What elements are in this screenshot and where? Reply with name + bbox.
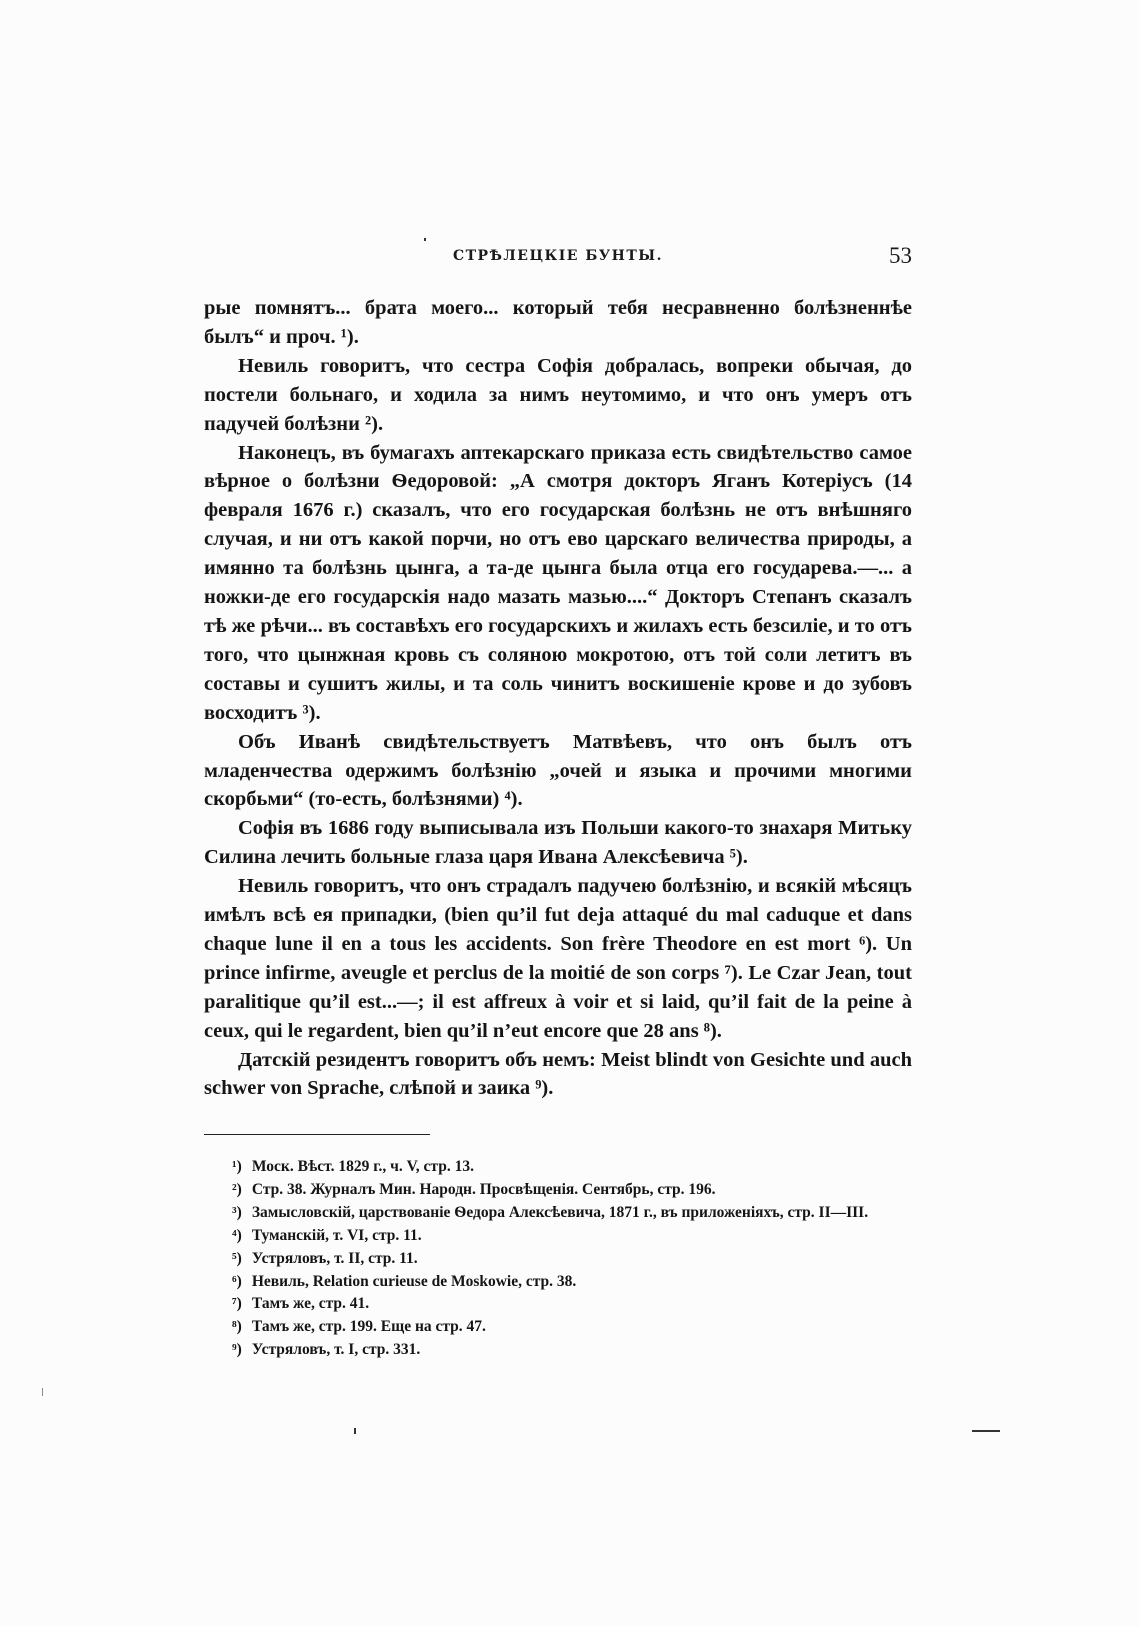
running-header — [204, 243, 912, 272]
footnote-number: ⁴) — [232, 1226, 242, 1244]
footnote-number: ²) — [232, 1180, 242, 1198]
scan-speck — [42, 1388, 43, 1396]
scan-speck — [972, 1430, 1000, 1432]
paragraph: Софія въ 1686 году выписывала изъ Польши какого-то знахаря Митьку Силина лечить больные глаза царя Ивана Алексѣевича ⁵). — [204, 817, 912, 869]
footnote — [232, 1339, 916, 1362]
footnote-number: ⁹) — [232, 1341, 242, 1359]
footnote-text: Устряловъ, т. II, стр. 11. — [251, 1249, 418, 1267]
footnote-number: ⁶) — [232, 1272, 242, 1290]
paragraph: Невиль говоритъ, что онъ страдалъ падучею болѣзнію, и всякій мѣсяцъ имѣлъ всѣ ея припадки, (bien qu’il fut deja attaqué du mal caduque et dans chaque lune il en a tous les accidents. Son frère Theodore en est mort ⁶). Un prince infirme, aveugle et perclus de la moitié de son corps ⁷). Le Czar Jean, tout paralitique qu’il est...—; il est affreux à voir et si laid, qu’il fait de la peine à ceux, qui le regardent, bien qu’il n’eut encore que 28 ans ⁸). — [204, 875, 912, 1042]
body-text — [204, 294, 912, 1103]
footnote — [232, 1202, 916, 1225]
footnote-text: Туманскій, т. VI, стр. 11. — [251, 1226, 422, 1244]
scan-speck — [424, 238, 426, 241]
footnote — [232, 1225, 916, 1248]
paragraph: Наконецъ, въ бумагахъ аптекарскаго приказа есть свидѣтельство самое вѣрное о болѣзни Ѳедоровой: „А смотря докторъ Яганъ Котеріусъ (14 февраля 1676 г.) сказалъ, что его государская болѣзнь не отъ внѣшняго случая, и ни отъ какой порчи, но отъ ево царскаго величества природы, а имянно та болѣзнь цынга, а та-де цынга была отца его государева.—... а ножки-де его государскія надо мазать мазью....“ Докторъ Степанъ сказалъ тѣ же рѣчи... въ составѣхъ его государскихъ и жилахъ есть безсиліе, и то отъ того, что цынжная кровь съ соляною мокротою, отъ той соли летитъ въ составы и сушитъ жилы, и та соль чинитъ воскишеніе крове и до зубовъ восходитъ ³). — [204, 441, 912, 724]
footnote-number: ⁵) — [232, 1249, 242, 1267]
footnote-number: ¹) — [232, 1158, 242, 1175]
paragraph: Датскій резидентъ говоритъ объ немъ: Meist blindt von Gesichte und auch schwer von Sprache, слѣпой и заика ⁹). — [204, 1048, 912, 1100]
footnote-text: Устряловъ, т. I, стр. 331. — [251, 1341, 421, 1359]
footnote — [232, 1179, 916, 1202]
footnote — [232, 1293, 916, 1316]
footnote — [232, 1156, 916, 1179]
paragraph: Объ Иванѣ свидѣтельствуетъ Матвѣевъ, что онъ былъ отъ младенчества одержимъ болѣзнію „очей и языка и прочими многими скорбьми“ (то-есть, болѣзнями) ⁴). — [204, 730, 912, 811]
footnote-text: Стр. 38. Журналъ Мин. Народн. Просвѣщенія. Сентябрь, стр. 196. — [251, 1180, 716, 1198]
paragraph: рые помнятъ... брата моего... который тебя несравненно болѣзненнѣе былъ“ и проч. ¹). — [204, 297, 912, 348]
footnotes — [232, 1156, 916, 1362]
footnote — [232, 1316, 916, 1339]
footnote — [232, 1248, 916, 1271]
footnote-text: Моск. Вѣст. 1829 г., ч. V, стр. 13. — [251, 1158, 474, 1175]
footnote-number: ⁸) — [232, 1318, 242, 1336]
page-number: 53 — [889, 243, 912, 268]
footnote-number: ⁷) — [232, 1295, 242, 1313]
scan-speck — [354, 1428, 356, 1434]
footnote-text: Замысловскій, царствованіе Ѳедора Алексѣевича, 1871 г., въ приложеніяхъ, стр. II—III. — [251, 1203, 869, 1221]
footnote-text: Невиль, Relation curieuse de Moskowie, стр. 38. — [251, 1272, 577, 1290]
footnote-divider — [204, 1134, 430, 1135]
footnote-text: Тамъ же, стр. 41. — [251, 1295, 370, 1313]
footnote-number: ³) — [232, 1203, 242, 1221]
paragraph: Невиль говоритъ, что сестра Софія добралась, вопреки обычая, до постели больнаго, и ходила за нимъ неутомимо, и что онъ умеръ отъ падучей болѣзни ²). — [204, 354, 912, 435]
footnote — [232, 1271, 916, 1294]
running-title: СТРѢЛЕЦКІЕ БУНТЫ. — [453, 248, 663, 264]
footnote-text: Тамъ же, стр. 199. Еще на стр. 47. — [251, 1318, 486, 1336]
